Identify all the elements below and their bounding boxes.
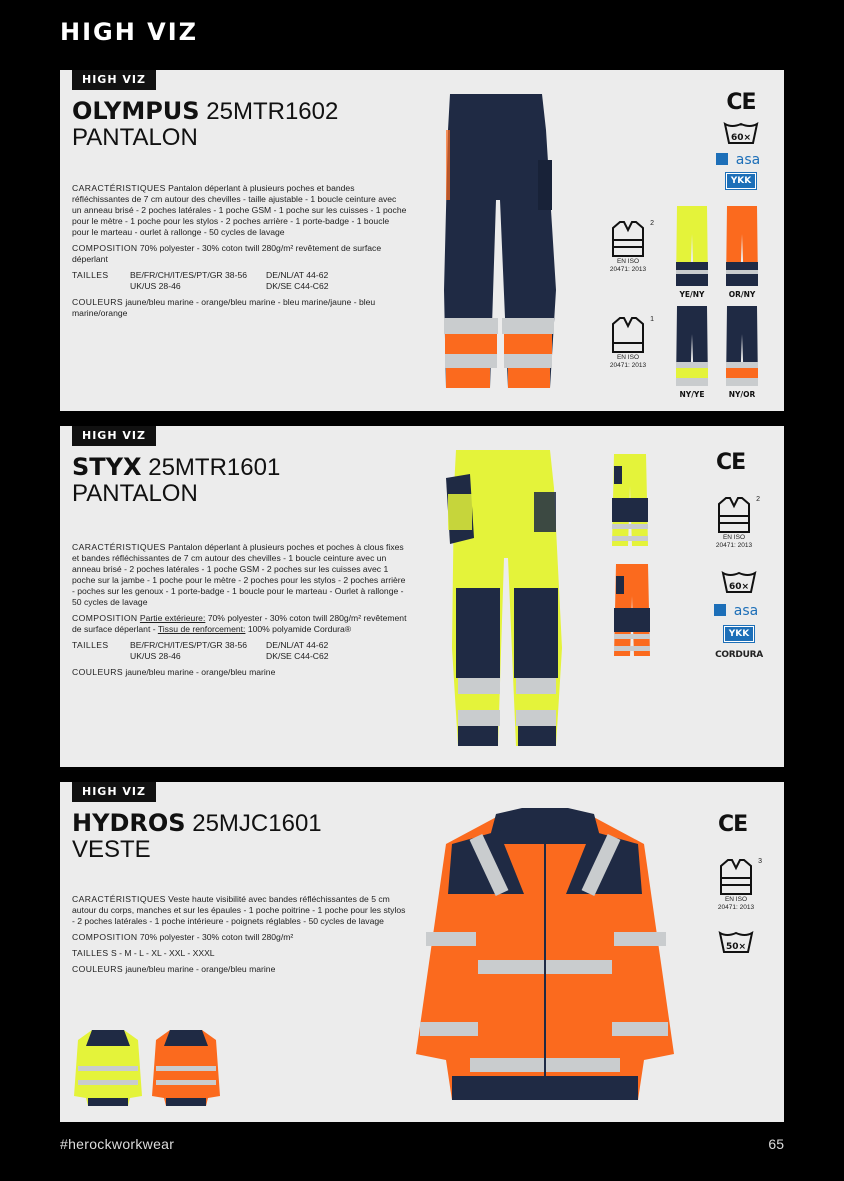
colors-text: jaune/bleu marine - orange/bleu marine - bleu marine/jaune - bleu marine/orange	[72, 297, 376, 318]
ce-icon-wrap	[716, 450, 745, 475]
colors-text: jaune/bleu marine - orange/bleu marine	[125, 964, 276, 974]
asa-logo	[716, 151, 766, 167]
en-iso-cert-class-2: 2 EN ISO 20471: 2013	[715, 496, 760, 549]
care-icons	[718, 930, 754, 954]
hi-vis-vest-icon	[717, 496, 751, 534]
sizes-table: TAILLES BE/FR/CH/IT/ES/PT/GR 38-56 DE/NL/AT 44-62 UK/US 28-46 DK/SE C44-C62	[72, 640, 329, 661]
product-image-olympus-trousers	[438, 90, 558, 392]
features-text: Veste haute visibilité avec bandes réfléchissantes de 5 cm autour du corps, manches et sur les épaules - 1 poche poitrine - 1 poche pour les stylos - 2 poches latérales - 1 poche intérieure - poignets réglables - 50 cycles de lavage	[72, 894, 406, 926]
variant-yellow-navy-jacket-image	[72, 1026, 144, 1110]
product-type: VESTE	[72, 836, 151, 863]
product-name: STYX	[72, 453, 142, 481]
variant-yellow-navy-trousers-image	[610, 452, 650, 548]
product-code: 25MTR1602	[206, 98, 339, 125]
category-tag: HIGH VIZ	[72, 782, 156, 802]
hi-vis-vest-icon	[611, 316, 645, 354]
care-icons	[714, 570, 764, 660]
product-name: OLYMPUS	[72, 97, 200, 125]
page-number: 65	[768, 1136, 784, 1152]
ce-mark-icon: CE	[726, 90, 756, 115]
trousers-navy-orange-image	[724, 304, 760, 388]
en-iso-cert-class-2: 2 EN ISO 20471: 2013	[609, 220, 654, 273]
product-title	[72, 98, 338, 151]
trousers-navy-yellow-image	[674, 304, 710, 388]
colors-text: jaune/bleu marine - orange/bleu marine	[125, 667, 276, 677]
page-section-title: HIGH VIZ	[60, 18, 199, 46]
en-iso-cert-class-3: 3 EN ISO 20471: 2013	[717, 858, 762, 911]
hi-vis-vest-icon	[719, 858, 753, 896]
product-description: CARACTÉRISTIQUES Pantalon déperlant à plusieurs poches et poches à clous fixes et bandes réfléchissantes de 7 cm autour des chevilles - 1 boucle ceinture avec un anneau brisé - 2 poches latérales - 1 poche GSM - 2 poches sur les cuisses avec 1 poche sur la jambe - 1 poche pour le mètre - 2 poches pour les stylos - 2 poches arrière - poches sur les genoux - 1 porte-badge - 1 boucle pour le marteau - Ourlet à rallonge - 50 cycles de lavage COMPOSITION Partie extérieure: 70% polyester - 30% coton twill 280g/m² revêtement de surface déperlant - Tissu de renforcement: 100% polyamide Cordura® TAILLES BE/FR/CH/IT/ES/PT/GR 38-56 DE/NL/AT 44-62 UK/US 28-46 DK/SE C44-C62 COULEURS jaune/bleu marine - orange/bleu marine	[72, 542, 407, 677]
composition-text: 70% polyester - 30% coton twill 280g/m²	[139, 932, 294, 942]
product-type: PANTALON	[72, 480, 198, 507]
sizes-table: TAILLES BE/FR/CH/IT/ES/PT/GR 38-56 DE/NL/AT 44-62 UK/US 28-46 DK/SE C44-C62	[72, 270, 329, 291]
variant-or-ny: OR/NY	[724, 204, 760, 299]
variant-ny-ye: NY/YE	[674, 304, 710, 399]
sizes-text: S - M - L - XL - XXL - XXXL	[110, 948, 215, 958]
svg-text:asa: asa	[733, 603, 759, 618]
variant-orange-navy-trousers-image	[612, 562, 652, 658]
ce-mark-icon: CE	[716, 450, 746, 475]
product-type: PANTALON	[72, 124, 198, 151]
ykk-logo: YKK	[724, 626, 754, 642]
svg-text:50×: 50×	[725, 942, 747, 952]
trousers-yellow-navy-image	[674, 204, 710, 288]
svg-text:asa: asa	[735, 152, 761, 167]
category-tag: HIGH VIZ	[72, 70, 156, 90]
category-tag: HIGH VIZ	[72, 426, 156, 446]
wash-50-icon	[718, 930, 754, 954]
product-description: CARACTÉRISTIQUES Pantalon déperlant à plusieurs poches et bandes réfléchissantes de 7 cm autour des chevilles - taille ajustable - 1 boucle ceinture avec un anneau brisé - 2 poches latérales - 1 poche GSM - 1 poche sur les cuisses - 1 poche pour le mètre - 1 poche pour les stylos - 2 poches arrière - 1 porte-badge - 1 boucle pour le marteau - ourlet à rallonge - 50 cycles de lavage COMPOSITION 70% polyester - 30% coton twill 280g/m² revêtement de surface déperlant TAILLES BE/FR/CH/IT/ES/PT/GR 38-56 DE/NL/AT 44-62 UK/US 28-46 DK/SE C44-C62 COULEURS jaune/bleu marine - orange/bleu marine - bleu marine/jaune - bleu marine/orange	[72, 183, 407, 318]
product-card-olympus	[60, 70, 784, 411]
hi-vis-vest-icon	[611, 220, 645, 258]
product-title	[72, 454, 280, 507]
trousers-orange-navy-image	[724, 204, 760, 288]
product-image-hydros-jacket	[412, 804, 678, 1104]
cert-icons	[716, 90, 766, 189]
product-code: 25MJC1601	[192, 810, 322, 837]
footer-hashtag: #herockworkwear	[60, 1136, 175, 1152]
product-card-styx	[60, 426, 784, 767]
variant-ye-ny: YE/NY	[674, 204, 710, 299]
variant-ny-or: NY/OR	[724, 304, 760, 399]
product-code: 25MTR1601	[148, 454, 281, 481]
ce-icon-wrap	[718, 812, 747, 837]
product-name: HYDROS	[72, 809, 186, 837]
variant-orange-navy-jacket-image	[150, 1026, 222, 1110]
ce-mark-icon: CE	[718, 812, 748, 837]
product-title	[72, 810, 322, 863]
ykk-logo: YKK	[726, 173, 756, 189]
cordura-logo: CORDURA	[715, 650, 763, 660]
features-text: Pantalon déperlant à plusieurs poches et bandes réfléchissantes de 7 cm autour des chevilles - taille ajustable - 1 boucle ceinture avec un anneau brisé - 2 poches latérales - 1 poche GSM - 1 poche sur les cuisses - 1 poche pour le mètre - 1 poche pour les stylos - 2 poches arrière - 1 porte-badge - 1 boucle pour le marteau - ourlet à rallonge - 50 cycles de lavage	[72, 183, 407, 237]
product-image-styx-trousers	[444, 448, 568, 750]
svg-text:60×: 60×	[728, 582, 750, 592]
asa-logo	[714, 602, 764, 618]
product-card-hydros	[60, 782, 784, 1122]
product-description: CARACTÉRISTIQUES Veste haute visibilité avec bandes réfléchissantes de 5 cm autour du corps, manches et sur les épaules - 1 poche poitrine - 1 poche pour les stylos - 2 poches latérales - 1 poche intérieure - poignets réglables - 50 cycles de lavage COMPOSITION 70% polyester - 30% coton twill 280g/m² TAILLES S - M - L - XL - XXL - XXXL COULEURS jaune/bleu marine - orange/bleu marine	[72, 894, 406, 974]
composition-text: 70% polyester - 30% coton twill 280g/m² revêtement de surface déperlant	[72, 243, 382, 264]
wash-60-icon	[723, 121, 759, 145]
en-iso-cert-class-1: 1 EN ISO 20471: 2013	[609, 316, 654, 369]
wash-60-icon	[721, 570, 757, 594]
features-text: Pantalon déperlant à plusieurs poches et poches à clous fixes et bandes réfléchissantes de 7 cm autour des chevilles - 1 boucle ceinture avec un anneau brisé - 2 poches latérales - 1 poche GSM - 2 poches sur les cuisses avec 1 poche sur la jambe - 1 poche pour le mètre - 2 poches pour les stylos - 2 poches arrière - poches sur les genoux - 1 porte-badge - 1 boucle pour le marteau - Ourlet à rallonge - 50 cycles de lavage	[72, 542, 406, 607]
svg-text:60×: 60×	[730, 133, 752, 143]
